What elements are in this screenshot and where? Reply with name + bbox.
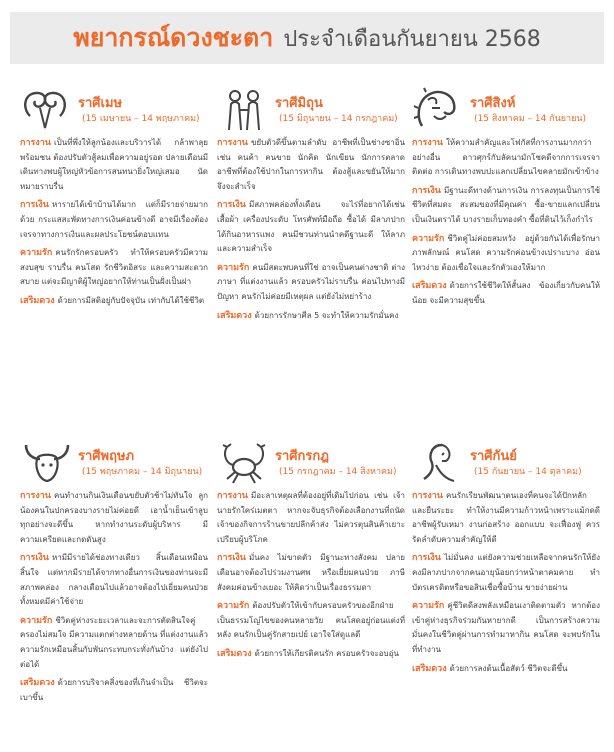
crab-icon xyxy=(217,439,271,485)
section-text: คนรักรักครอบครัว ทำให้ครอบครัวมีความสงบสุข ราบรื่น คนโสด รักชีวิตอิสระ และความสะดวกสบาย แต่จะมีญาติผู้ใหญ่อยากให้ท่านเป็นฝั่งเป็นฝา xyxy=(20,248,208,287)
section-text: ด้วยการลงต้นเนื้อสัตว์ ชีวิตจะดีขึ้น xyxy=(449,663,568,673)
sign-name: ราศีเมษ xyxy=(78,96,123,111)
section-work xyxy=(20,489,208,547)
section-label: การเงิน xyxy=(217,200,246,211)
section-text: ด้วยการรักษาศีล 5 จะทำให้ความรักมั่นคง xyxy=(254,310,399,320)
section-label: ความรัก xyxy=(20,248,53,259)
section-label: การงาน xyxy=(217,138,248,148)
section-label: เสริมดวง xyxy=(20,678,55,689)
section-love xyxy=(20,246,208,290)
section-text: ขยับตัวดีขึ้นตามลำดับ อาชีพที่เป็นช่างซาอิ่น เช่น คนค้า คนขาย นักคิด นักเขียน นักการตลาด อาชีพที่ต้องใช้ปากในการหากิน ต้องสู้และขยันให้มากจึงจะสำเร็จ xyxy=(217,138,405,191)
sign-name: ราศีมิถุน xyxy=(275,96,323,111)
section-label: การเงิน xyxy=(20,553,49,564)
sign-date-range: (15 สิงหาคม – 14 กันยายน) xyxy=(474,114,587,124)
section-label: การเงิน xyxy=(412,553,441,564)
section-money xyxy=(412,551,600,595)
section-text: ด้วยการให้เกียรติคนรัก ครอบครัวจะอบอุ่น xyxy=(254,648,399,658)
section-label: การงาน xyxy=(20,491,51,501)
sign-name: ราศีกันย์ xyxy=(470,449,517,464)
section-label: การงาน xyxy=(217,491,248,501)
sign-date-range: (15 มิถุนายน – 14 กรกฎาคม) xyxy=(279,114,398,124)
section-label: ความรัก xyxy=(412,601,445,612)
section-work xyxy=(217,489,405,547)
section-text: ชีวิตคู่ไม่ค่อยสมหวัง อยู่ด้วยกันได้เพื่อรักษาภาพลักษณ์ คนโสด ความรักค่อนข้างเปราะบาง อ่อนไหวง่าย ต้องเชื่อใจและรักตัวเองให้มาก xyxy=(412,233,600,272)
section-label: ความรัก xyxy=(217,601,250,612)
section-luck xyxy=(20,294,208,309)
zodiac-card-gemini xyxy=(217,82,405,392)
section-label: เสริมดวง xyxy=(217,648,252,659)
section-luck xyxy=(20,676,208,705)
section-text: ชีวิตคู่ห่างระยะเวลาและจะการตัดสินใจคู่ครองไม่สมใจ มีความแตกต่างหลายด้าน ที่แต่งงานแล้ว ความรักเหมือนสิ้นกับพันกระทบกระทั่งกันบ้าง แต่ยังไปต่อได้ xyxy=(20,615,208,669)
section-text: คนทำงานกินเงินเดือนขยับตัวช้าไม่ทันใจ ลูกน้องคนในปกครองบางรายไม่ค่อยดี เอาน้ำเย็นเข้าลูบทุกอย่างจะดีขึ้น หากทำงานระดับผู้บริหาร มีความเครียดและกดดันสูง xyxy=(20,491,208,544)
section-money xyxy=(217,551,405,595)
section-label: ความรัก xyxy=(412,233,445,244)
section-label: การงาน xyxy=(412,491,443,501)
zodiac-card-aries xyxy=(20,82,208,392)
title-sub: ประจำเดือนกันยายน 2568 xyxy=(283,26,541,52)
twins-icon xyxy=(217,86,271,132)
sign-date-range: (15 กันยายน – 14 ตุลาคม) xyxy=(474,467,582,477)
section-label: การเงิน xyxy=(412,185,441,196)
section-text: ด้วยการใช้ชีวิตให้สั้นลง ข้องเกี่ยวกับคนให้น้อย จะมีความสุขขึ้น xyxy=(412,281,600,305)
sign-name: ราศีกรกฎ xyxy=(275,449,329,464)
sign-date-range: (15 เมษายน – 14 พฤษภาคม) xyxy=(82,114,200,124)
section-text: คนรักเรียนพัฒนาตนเองที่คนจะได้ปักหลักและยืนระยะ ทำให้งานมีความก้าวหน้าเพราะแม้กดดี อาชีพผู้รับเหมา งานก่อสร้าง ออกแบบ จะเฟื่องฟู ควรรัดลำดับความสำคัญให้ดี xyxy=(412,491,600,544)
bull-icon xyxy=(20,439,74,485)
section-text: มีฐานะดีทางด้านการเงิน การลงทุนเป็นการใช้ชีวิตที่สมดะ สะสมของที่มีคุณค่า ซื้อ-ขายแลกเปลี่ยนเป็นเงินตราได้ บางรายเก็บทองคำ ซื้อที่ดินไว้เก็งกำไร xyxy=(412,185,600,224)
section-money xyxy=(20,551,208,609)
section-text: ไม่มั่นคง แต่ยังความช่วยเหลือจากคนรักให้ยังคงมีลาภปากจากคนอายุน้อยกว่าหน้าตาคมคาย ทำบัตรเครดิตหรือขอสินเชื่อซื้อบ้าน ขายง่ายผ่าน xyxy=(412,553,600,592)
ram-icon xyxy=(20,86,74,132)
section-love xyxy=(20,614,208,672)
zodiac-card-virgo xyxy=(412,435,600,745)
section-label: เสริมดวง xyxy=(412,281,447,292)
section-text: ให้ความสำคัญและโฟกัสที่การงานมากกว่าอย่างอื่น ดาวศุกร์กับลัคนามักโชคดีจากการเจรจาติดต่อ การเดินทางพบปะแลกเปลี่ยนไขคลายมักเข้าข้าง xyxy=(412,138,600,177)
section-text: ด้วยการมีสติอยู่กับปัจจุบัน เท่ากับได้ใช้ชีวิต xyxy=(57,295,205,305)
section-label: การงาน xyxy=(412,138,443,148)
section-text: หารายได้เข้าบ้านได้มาก แต่ก็มีรายจ่ายมากด้วย กระแสสะพัดทางการเงินค่อนข้างดี อาจมีเรื่องต้องเจรจาทางการเงินและผลประโยชน์ตอบแทน xyxy=(20,200,208,239)
section-label: เสริมดวง xyxy=(20,295,55,306)
section-work xyxy=(412,489,600,547)
section-text: มั่นคง ไม่ขาดตัว มีฐานะทางสังคม ปลายเดือนอาจต้องไปร่วมงานศพ หรือเยี่ยมคนป่วย ภาษีสังคมค่อนข้างเยอะ ให้คิดว่าเป็นเรื่องธรรมดา xyxy=(217,553,405,592)
title-main: พยากรณ์ดวงชะตา xyxy=(73,23,274,52)
section-luck xyxy=(217,309,405,324)
section-label: ความรัก xyxy=(20,615,53,626)
section-text: มีสภาพคล่องทั้งเดือน จะไร่ที่อยากได้เช่น เสื้อผ้า เครื่องประดับ โทรศัพท์มือถือ ซื้อได้ มีลาภปากได้กินอาหารแพง คนมีชวนท่านนำคดีฐานะดี ให้ลาภและความสำเร็จ xyxy=(217,200,405,254)
section-work xyxy=(20,136,208,194)
zodiac-card-cancer xyxy=(217,435,405,745)
section-luck xyxy=(217,647,405,662)
section-love xyxy=(217,261,405,305)
section-luck xyxy=(412,662,600,677)
section-luck xyxy=(412,279,600,308)
section-text: เป็นที่พึ่งให้ลูกน้องและบริวารได้ กล้าพาลุย พร้อมชน ต้องปรับตัวสู้ลมเพื่อความอยู่รอด ปลายเดือนมีเดินทางพบผู้ใหญ่หัวข้อการสนทนายิ่งใหญ่เสมอ นัดหมายราบรื่น xyxy=(20,138,208,191)
sign-date-range: (15 กรกฎาคม – 14 สิงหาคม) xyxy=(279,467,397,477)
section-label: การเงิน xyxy=(20,200,49,211)
section-label: ความรัก xyxy=(217,262,250,273)
section-love xyxy=(412,599,600,657)
section-text: คู่ชีวิตดีสงพลังเหมือนเงาติดตามตัว หากต้องเข้าคู่ห่างธุรกิจร่วมกันหายากดี เป็นการสร้างความมั่นคงในชีวิตคู่ผ่านการทำมาหากิน คนโสด จะพบรักในที่ทำงาน xyxy=(412,601,600,654)
section-work xyxy=(217,136,405,194)
maiden-icon xyxy=(412,439,466,485)
section-text: คนมีสตะพบคนที่ใช่ อาจเป็นคนต่างชาติ ต่างภาษา ที่แต่งงานแล้ว ครอบครัวไม่ราบรื่น ค่อนไปทางมีปัญหา คนรักไม่ค่อยมีเหตุผล แต่ยังไม่หย่าร้าง xyxy=(217,262,405,301)
section-love xyxy=(412,232,600,276)
section-text: ด้วยการบริจาคสิ่งของที่เกินจำเป็น ชีวิตจะเบาขึ้น xyxy=(20,678,208,702)
section-label: การงาน xyxy=(20,138,51,148)
section-text: มีอะลาเหตุผลที่ต้องอยู่ที่เดิมไปก่อน เช่น เจ้านายรักใคร่เมตตา หากจะจับธุรกิจต้องเลือกงานที่ถนัด เจ้าของกิจการร้านขายปลีกค้าส่ง ไม่ควรตุนสินค้าเยาะเปรียบผู้บริโภค xyxy=(217,491,405,544)
sign-name: ราศีสิงห์ xyxy=(470,96,516,111)
lion-icon xyxy=(412,86,466,132)
page-title xyxy=(10,12,604,64)
section-text: ต้องปรับตัวให้เข้ากับครอบครัวของอีกฝ่าย เป็นธรรมโญ่ไขของคนหลายวัย คนโสดอยู่ก่อนแต่งที่หลัง คนรักเป็นคู่รักสายเปย์ เอาใจใส่ดูแลดี xyxy=(217,601,405,640)
section-money xyxy=(217,198,405,256)
section-money xyxy=(20,198,208,242)
section-label: การเงิน xyxy=(217,553,246,564)
section-money xyxy=(412,184,600,228)
sign-date-range: (15 พฤษภาคม – 14 มิถุนายน) xyxy=(82,467,203,477)
section-work xyxy=(412,136,600,180)
zodiac-card-leo xyxy=(412,82,600,392)
sign-name: ราศีพฤษภ xyxy=(78,449,135,464)
section-text: หามีมีรายได้ช่องทางเดียว สิ้นเดือนเหมือนสิ้นใจ แต่หากมีรายได้จากทางอื่นการเงินของท่านจะมีสภาพคล่อง กลางเดือนไปแล้วอาจต้องไปเยี่ยมคนป่วย ทั้งหมดมีค่าใช้จ่าย xyxy=(20,553,208,607)
section-label: เสริมดวง xyxy=(412,663,447,674)
zodiac-card-taurus xyxy=(20,435,208,745)
section-label: เสริมดวง xyxy=(217,310,252,321)
section-love xyxy=(217,599,405,643)
